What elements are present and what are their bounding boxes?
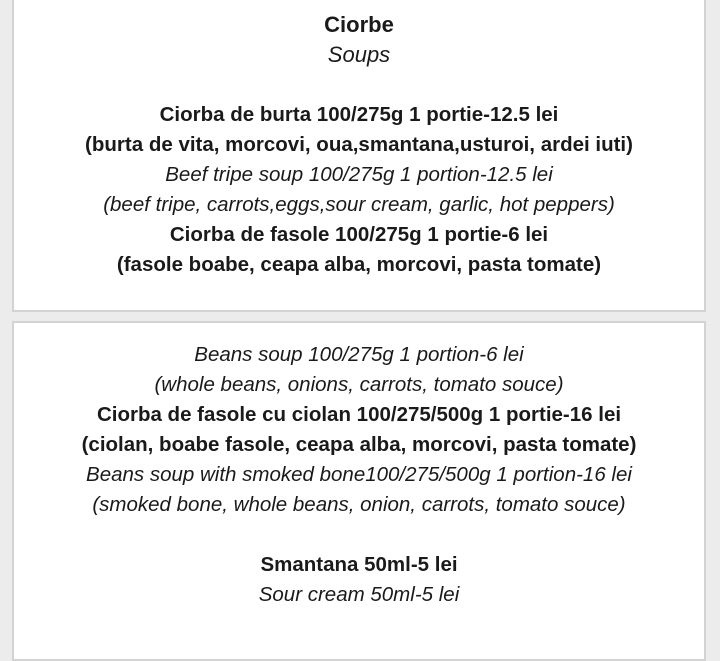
menu-item-translation: Beans soup 100/275g 1 portion-6 lei bbox=[194, 343, 524, 366]
menu-item-title: Ciorba de fasole cu ciolan 100/275/500g 1 portie-16 lei bbox=[96, 403, 622, 426]
menu-item-translation: Sour cream 50ml-5 lei bbox=[258, 583, 460, 606]
section-heading: Ciorbe bbox=[324, 12, 394, 37]
menu-card-soups-continued bbox=[12, 321, 706, 661]
menu-item-title: Ciorba de burta 100/275g 1 portie-12.5 lei bbox=[159, 103, 559, 126]
menu-item-ingredients-translation: (smoked bone, whole beans, onion, carrots, tomato souce) bbox=[92, 493, 626, 516]
menu-item-title: Ciorba de fasole 100/275g 1 portie-6 lei bbox=[169, 223, 549, 246]
menu-item-ingredients-translation: (beef tripe, carrots,eggs,sour cream, garlic, hot peppers) bbox=[103, 193, 615, 216]
menu-card-soups bbox=[12, 0, 706, 312]
section-subheading: Soups bbox=[327, 42, 391, 67]
menu-item-translation: Beef tripe soup 100/275g 1 portion-12.5 lei bbox=[165, 163, 553, 186]
menu-item-ingredients: (ciolan, boabe fasole, ceapa alba, morcovi, pasta tomate) bbox=[81, 433, 637, 456]
menu-item-ingredients-translation: (whole beans, onions, carrots, tomato souce) bbox=[154, 373, 564, 396]
menu-item-ingredients: (burta de vita, morcovi, oua,smantana,usturoi, ardei iuti) bbox=[85, 133, 633, 156]
menu-item-translation: Beans soup with smoked bone100/275/500g 1 portion-16 lei bbox=[86, 463, 632, 486]
menu-item-ingredients: (fasole boabe, ceapa alba, morcovi, pasta tomate) bbox=[116, 253, 602, 276]
menu-item-title: Smantana 50ml-5 lei bbox=[260, 553, 458, 576]
